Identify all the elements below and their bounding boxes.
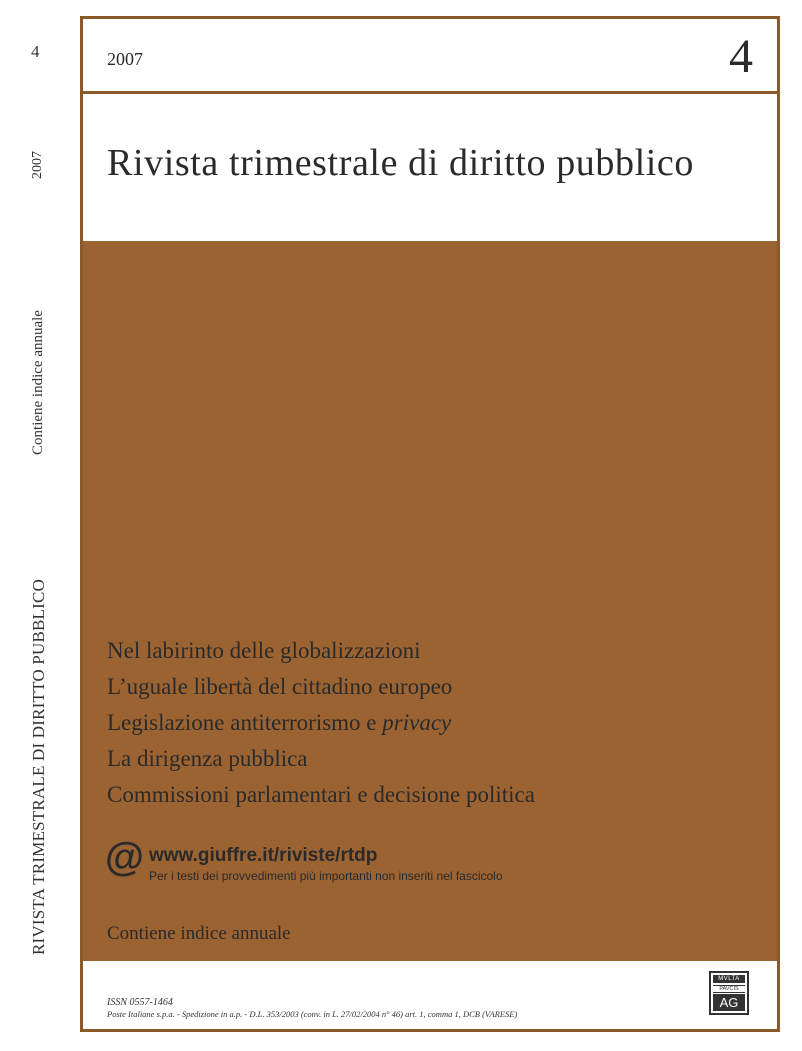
annual-index-note: Contiene indice annuale	[107, 923, 291, 944]
logo-middle-text: PAVCIS	[713, 985, 745, 993]
topic-item: La dirigenza pubblica	[107, 746, 308, 771]
logo-bottom-text: AG	[713, 994, 745, 1011]
logo-top-text: MVLTA	[713, 975, 745, 983]
at-icon: @	[105, 835, 145, 879]
topic-item	[107, 705, 535, 741]
cover-footer	[83, 961, 777, 1032]
website-note: Per i testi dei provvedimenti più importanti non inseriti nel fascicolo	[149, 869, 503, 883]
brown-panel	[83, 241, 777, 961]
issn: ISSN 0557-1464	[107, 997, 173, 1008]
topic-italic-word: privacy	[382, 710, 452, 735]
postal-notice: Poste Italiane s.p.a. - Spedizione in a.p. - D.L. 353/2003 (conv. in L. 27/02/2004 n° 46) art. 1, comma 1, DCB (VARESE)	[107, 1009, 518, 1019]
cover-issue-number: 4	[729, 30, 753, 83]
website-link[interactable]: www.giuffre.it/riviste/rtdp	[149, 845, 378, 866]
cover-header	[83, 19, 777, 94]
cover-year: 2007	[107, 49, 143, 69]
spine-issue-number: 4	[31, 42, 40, 61]
topic-text: Legislazione antiterrorismo e	[107, 710, 377, 735]
spine-index-note: Contiene indice annuale	[30, 310, 46, 455]
spine-title: RIVISTA TRIMESTRALE DI DIRITTO PUBBLICO	[29, 578, 48, 956]
topic-item: Commissioni parlamentari e decisione politica	[107, 782, 535, 807]
publisher-logo	[709, 971, 749, 1015]
spine-year: 2007	[30, 151, 45, 179]
journal-cover	[80, 16, 780, 1032]
topics-list	[107, 633, 535, 813]
topic-item: Nel labirinto delle globalizzazioni	[107, 638, 421, 663]
journal-title: Rivista trimestrale di diritto pubblico	[107, 142, 694, 184]
topic-item: L’uguale libertà del cittadino europeo	[107, 674, 453, 699]
